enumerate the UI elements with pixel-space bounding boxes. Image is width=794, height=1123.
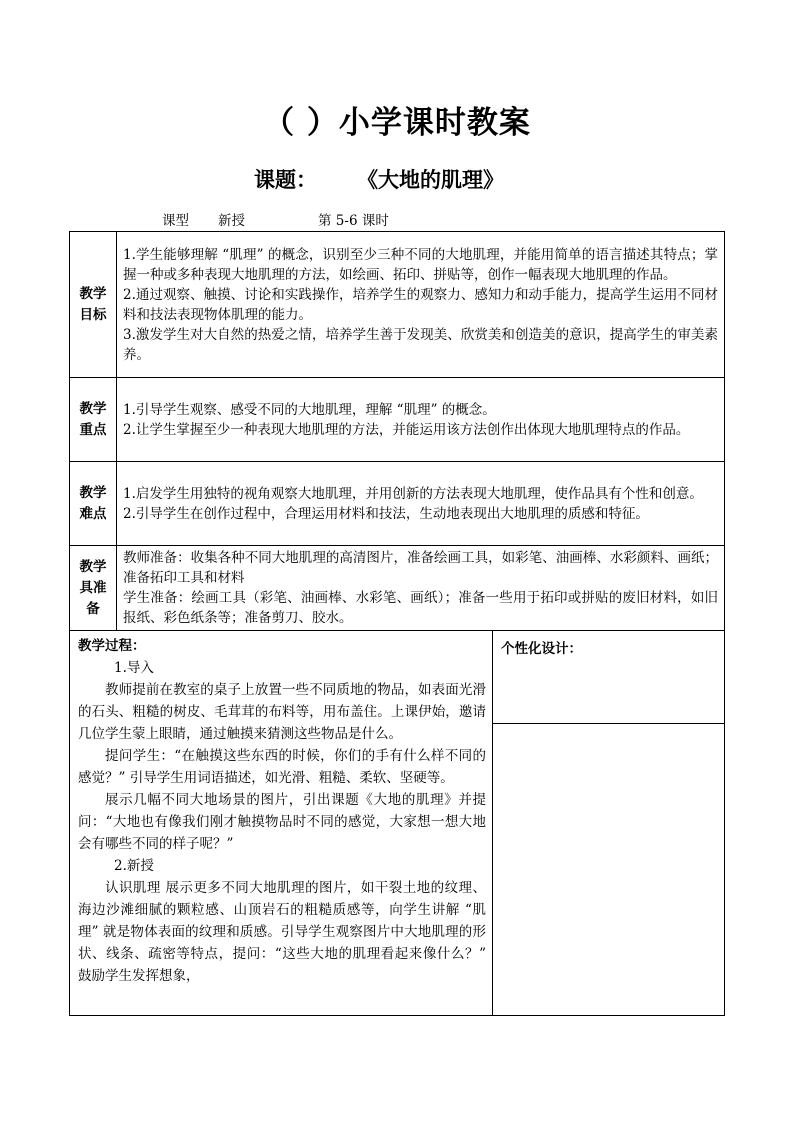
- key-point-item: 2.让学生掌握至少一种表现大地肌理的方法，并能运用该方法创作出体现大地肌理特点的作品。: [123, 421, 690, 438]
- difficulty-item: 2.引导学生在创作过程中，合理运用材料和技法，生动地表现出大地肌理的质感和特征。: [123, 505, 649, 522]
- process-paragraph: 教师提前在教室的桌子上放置一些不同质地的物品，如表面光滑的石头、粗糙的树皮、毛茸茸的布料等，用布盖住。上课伊始，邀请几位学生蒙上眼睛，通过触摸来猜测这些物品是什么。: [78, 682, 486, 742]
- tools-row: [70, 546, 725, 631]
- lesson-meta: [0, 211, 794, 231]
- key-points-header: 教学 重点: [70, 378, 117, 462]
- lesson-type-value: 新授: [218, 213, 245, 229]
- goals-row: [70, 232, 725, 378]
- divider: [493, 723, 724, 724]
- lesson-type-label: 课型: [162, 213, 189, 229]
- document-title: （ ）小学课时教案: [263, 105, 531, 141]
- difficulties-row: [70, 462, 725, 546]
- step-title: 1.导入: [114, 660, 154, 676]
- process-heading: 教学过程：: [78, 638, 146, 654]
- personal-design: [493, 631, 724, 1015]
- step-title: 2.新授: [114, 858, 154, 874]
- difficulties-header: 教学 难点: [70, 462, 117, 546]
- lesson-period: 第 5-6 课时: [318, 213, 389, 229]
- topic-label: 课题：: [254, 168, 317, 192]
- process-paragraph: 提问学生：“在触摸这些东西的时候，你们的手有什么样不同的感觉？” 引导学生用词语描述，如光滑、粗糙、柔软、坚硬等。: [78, 748, 486, 786]
- process-paragraph: 展示几幅不同大地场景的图片，引出课题《大地的肌理》并提问：“大地也有像我们刚才触摸物品时不同的感觉，大家想一想大地会有哪些不同的样子呢？”: [78, 792, 486, 852]
- process-section: [69, 631, 725, 1016]
- personal-design-label: 个性化设计：: [501, 641, 582, 657]
- goal-item: 2.通过观察、触摸、讨论和实践操作，培养学生的观察力、感知力和动手能力，提高学生运用不同材料和技法表现物体肌理的能力。: [123, 286, 718, 323]
- key-point-item: 1.引导学生观察、感受不同的大地肌理，理解 “肌理” 的概念。: [123, 401, 496, 418]
- goals-header: 教学 目标: [70, 232, 117, 378]
- tools-content: [117, 546, 725, 631]
- difficulty-item: 1.启发学生用独特的视角观察大地肌理，并用创新的方法表现大地肌理，使作品具有个性和创意。: [123, 485, 703, 502]
- lesson-topic: [0, 165, 794, 195]
- topic-value: 《大地的肌理》: [357, 168, 504, 192]
- tools-header: 教学 具准 备: [70, 546, 117, 631]
- goal-item: 1.学生能够理解 “肌理” 的概念，识别至少三种不同的大地肌理，并能用简单的语言描述其特点；掌握一种或多种表现大地肌理的方法，如绘画、拓印、拼贴等，创作一幅表现大地肌理的作品。: [123, 246, 718, 283]
- goal-item: 3.激发学生对大自然的热爱之情，培养学生善于发现美、欣赏美和创造美的意识，提高学生的审美素养。: [123, 326, 718, 363]
- key-points-row: [70, 378, 725, 462]
- goals-content: [117, 232, 725, 378]
- key-points-content: [117, 378, 725, 462]
- process-paragraph: 认识肌理 展示更多不同大地肌理的图片，如干裂土地的纹理、海边沙滩细腻的颗粒感、山顶岩石的粗糙质感等，向学生讲解 “肌理” 就是物体表面的纹理和质感。引导学生观察图片中大地肌理的形状、线条、疏密等特点，提问：“这些大地的肌理看起来像什么？” 鼓励学生发挥想象，: [78, 880, 486, 984]
- lesson-plan-table: [69, 231, 725, 631]
- tool-item: 教师准备：收集各种不同大地肌理的高清图片，准备绘画工具，如彩笔、油画棒、水彩颜料、画纸；准备拓印工具和材料: [123, 550, 718, 586]
- difficulties-content: [117, 462, 725, 546]
- tool-item: 学生准备：绘画工具（彩笔、油画棒、水彩笔、画纸）；准备一些用于拓印或拼贴的废旧材料，如旧报纸、彩色纸条等；准备剪刀、胶水。: [123, 590, 718, 626]
- teaching-process: [70, 631, 493, 1015]
